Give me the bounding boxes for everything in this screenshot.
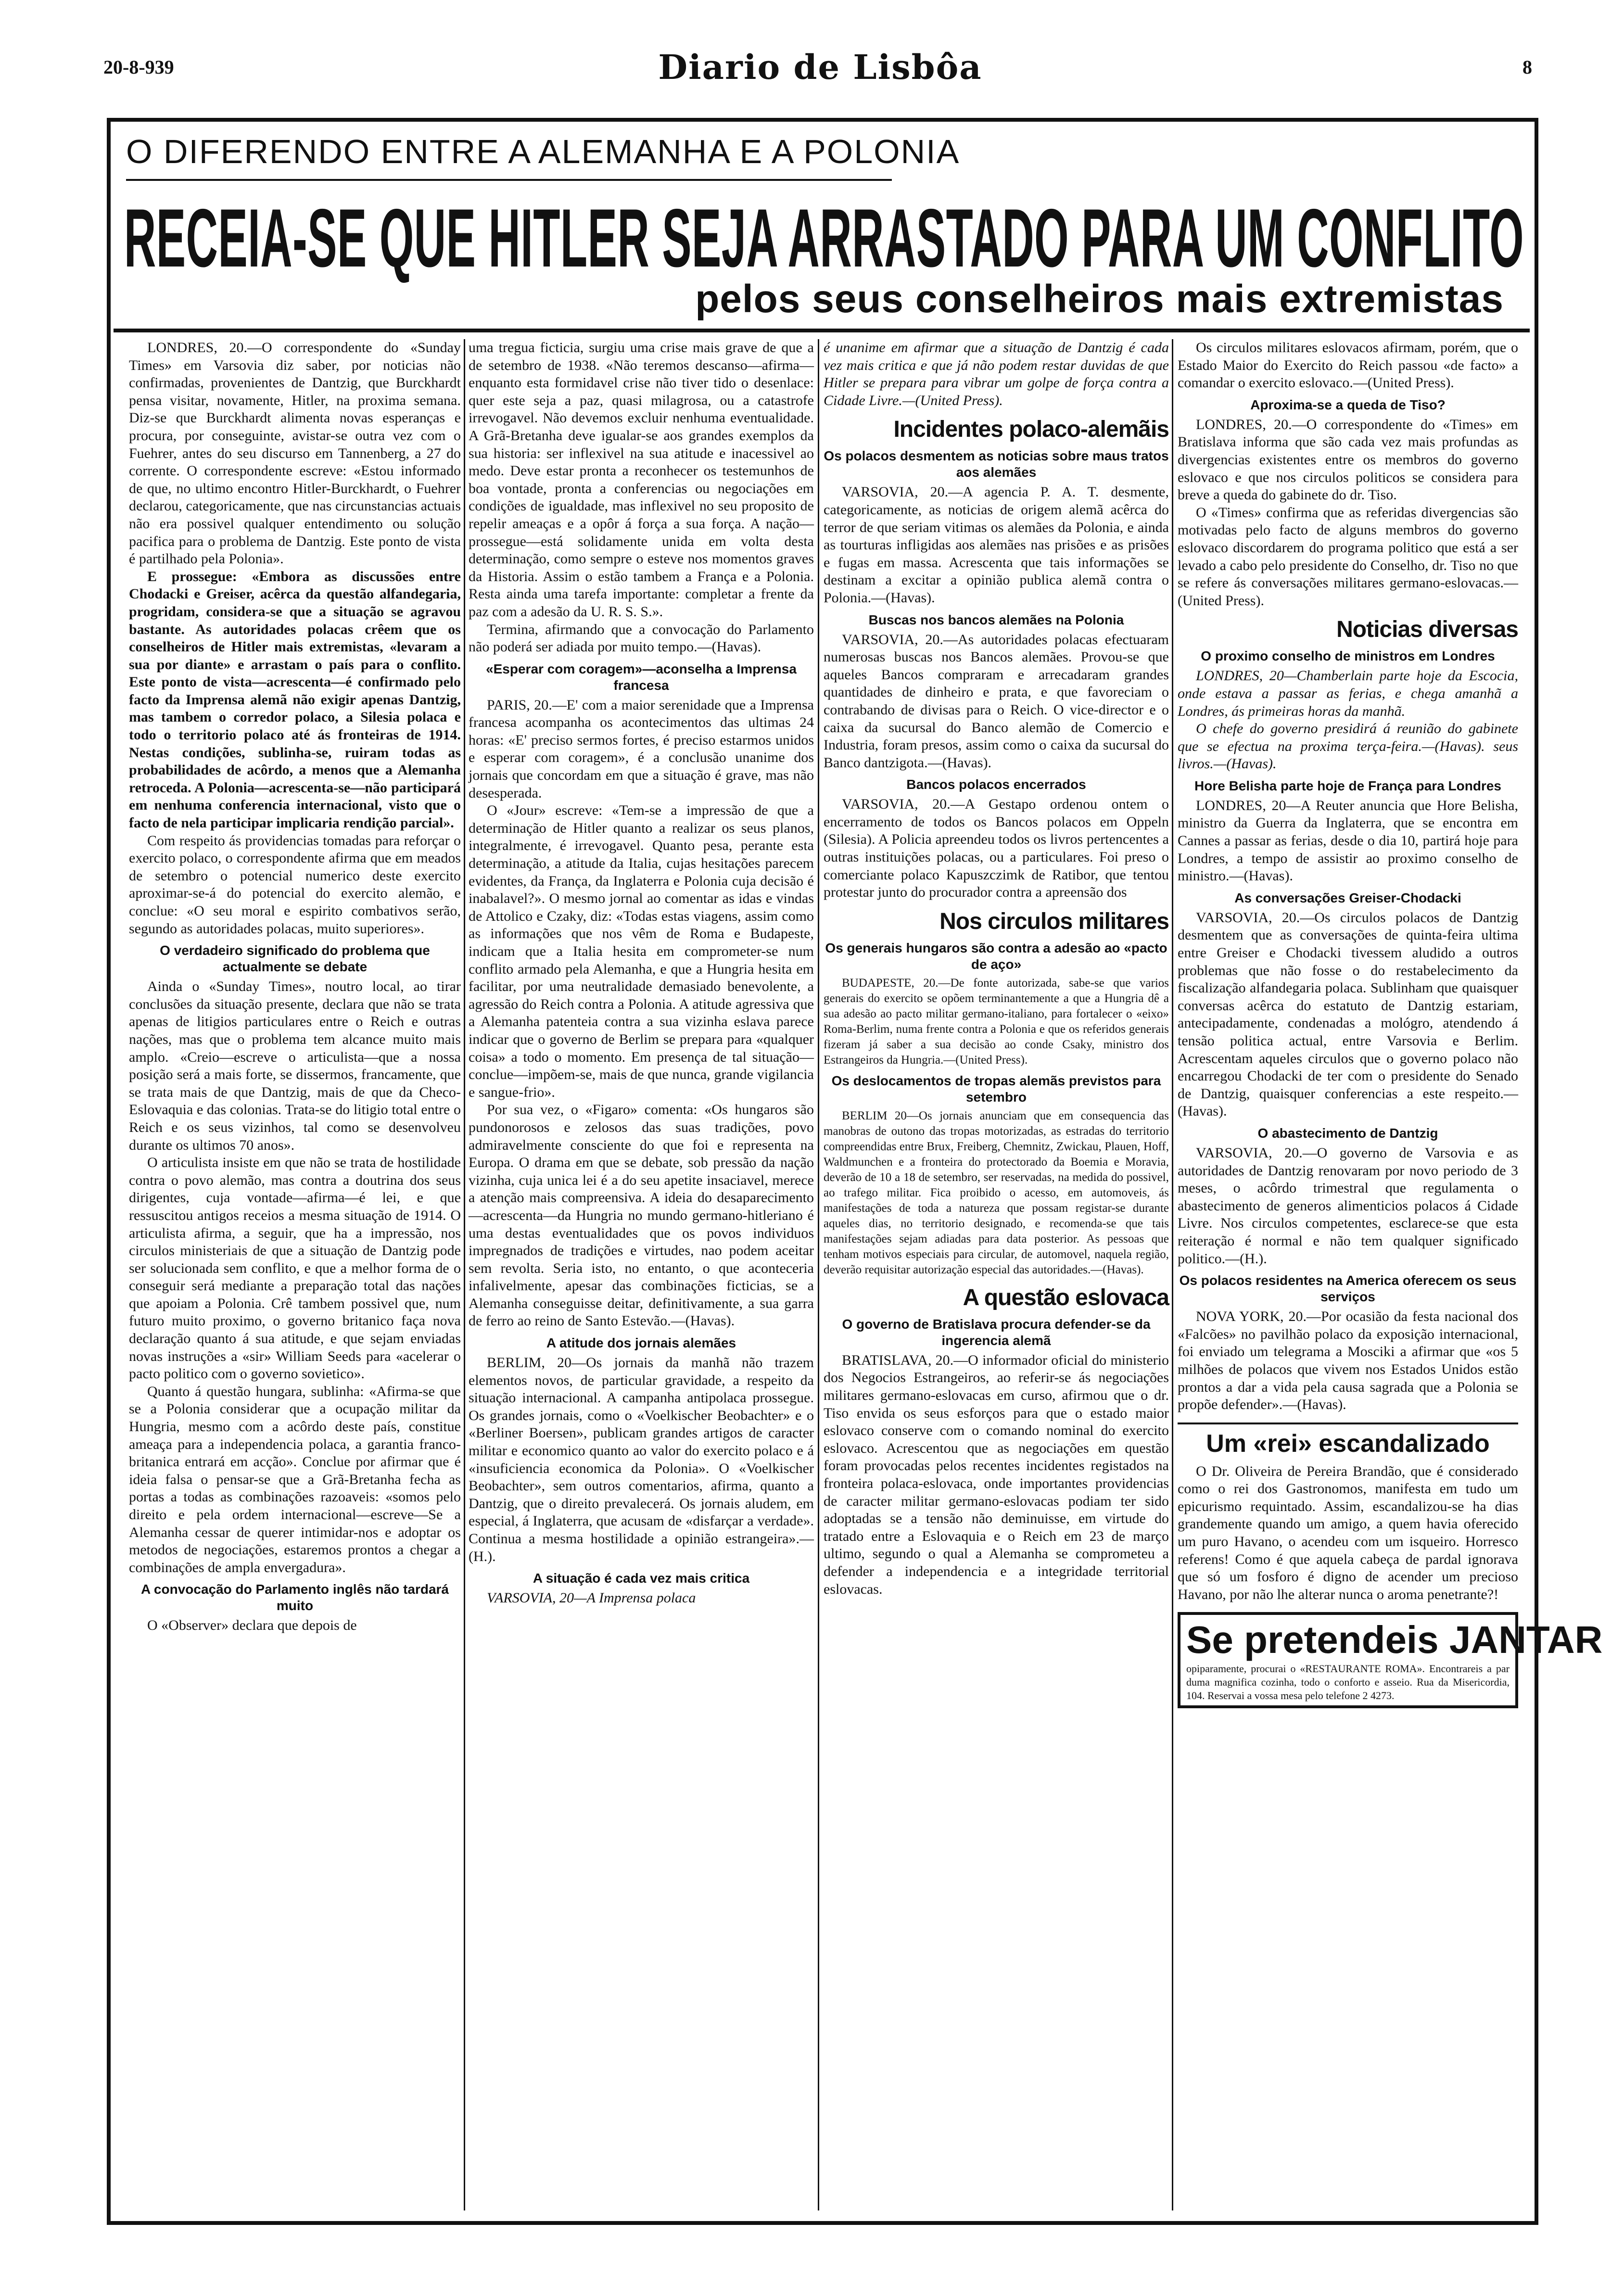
section-title: Noticias diversas — [1336, 617, 1518, 643]
paragraph: Por sua vez, o «Figaro» comenta: «Os hungaros são pundonorosos e zelosos das suas tradições, povo admiravelmente consciente do que foi e representa na Europa. O drama em que se debate, sob pressão da nação vizinha, cuja unica lei é a do seu apetite insaciavel, merece a atenção mais compreensiva. A ideia do desaparecimento—acrescenta—da Hungria no mundo germano-hitleriano é uma destas eventualidades que os povos individuos impregnados de tradições e virtudes, nao podem aceitar sem revolta. Seria isto, no entanto, o que aconteceria infalivelmente, apesar das combinações ficticias, se a Alemanha conseguisse deitar, definitivamente, a sua garra de ferro ao reino de Santo Estevão.—(Havas). — [469, 1102, 814, 1329]
section-heading: O proximo conselho de ministros em Londres — [1201, 648, 1495, 664]
section-heading: A convocação do Parlamento inglês não tardará muito — [140, 1582, 449, 1613]
kicker-underline — [126, 179, 892, 181]
section-heading: O verdadeiro significado do problema que actualmente se debate — [160, 943, 430, 975]
paragraph: uma tregua ficticia, surgiu uma crise mais grave de que a de setembro de 1938. «Não teremos descanso—afirma—enquanto esta formidavel crise não tiver tido o desenlace: quer este seja a paz, quasi milagrosa, ou a catastrofe irrevogavel. Não devemos excluir nenhuma eventualidade. A Grã-Bretanha deve igualar-se aos grandes exemplos da sua historia: ser inflexivel na sua atitude e inacessivel ao medo. Deve estar pronta a reconhecer os testemunhos de boa vontade, pronta a conferencias ou negociações em condições de igualdade, mas inflexivel no seu proposito de repelir ameaças e a opôr á força a sua força. A nação—prossegue—está solidamente unida em volta desta determinação, como sempre o esteve nos momentos graves da Historia. Assim o estão tambem a França e a Polonia. Resta ainda uma tarefa importante: completar a frente da paz com a adesão da U. R. S. S.». — [469, 340, 814, 620]
column-1 — [129, 339, 461, 2215]
paragraph: VARSOVIA, 20.—A agencia P. A. T. desmente, categoricamente, as noticias de origem alemã acêrca do terror de que seriam vitimas os alemães da Polonia, e ainda as tourturas infligidas aos alemães nas prisões e as prisões e fugas em massa. Acrescenta que tais informações se destinam a excitar a opinião publica alemã contra o Polonia.—(Havas). — [824, 484, 1169, 606]
paragraph: VARSOVIA, 20.—A Gestapo ordenou ontem o encerramento de todos os Bancos polacos em Oppeln (Silesia). A Policia apreendeu todos os livros pertencentes a outras instituições polacas, ou a particulares. Foi preso o comerciante polaco Kapuszczimk de Ratibor, que tentou protestar junto do procurador contra a apreensão dos — [824, 796, 1169, 901]
paragraph: O «Jour» escreve: «Tem-se a impressão de que a determinação de Hitler quanto a realizar os seus planos, integralmente, é irrevogavel. Quanto pesa, perante esta determinação, a atitude da Italia, cujas hesitações parecem evidentes, da França, da Inglaterra e Polonia cuja decisão é inabalavel?». O mesmo jornal ao comentar as idas e vindas de Attolico e Czaky, diz: «Todas estas viagens, assim como as informações que nos vêm de Roma e Budapeste, indicam que a Italia hesita em comprometer-se num conflito armado pela Alemanha, e que a Hungria hesita em facilitar, por uma neutralidade demasiado benevolente, a agressão do Reich contra a Polonia. A atitude agressiva que a Alemanha patenteia contra a sua vizinha eslava parece indicar que o governo de Berlim se prepara para «qualquer coisa» a todo o momento. Em presença de tal situação—conclue—impõem-se, mais de que nunca, grande vigilancia e sangue-frio». — [469, 802, 814, 1100]
restaurant-advertisement — [1178, 1612, 1603, 1708]
issue-date: 20-8-939 — [103, 56, 174, 78]
section-title: Incidentes polaco-alemãis — [893, 417, 1169, 443]
section-heading: Os polacos desmentem as noticias sobre maus tratos aos alemães — [824, 448, 1169, 480]
paragraph: O Dr. Oliveira de Pereira Brandão, que é considerado como o rei dos Gastronomos, manifesta em tudo um epicurismo requintado. Assim, escandalizou-se ha dias grandemente quando um amigo, a quem havia oferecido um puro Havano, o acendeu com um isqueiro. Horresco referens! Como é que aquela cabeça de pardal ignorava que só um fosforo é digno de acender um precioso Havano, por não lhe alterar nunca o aroma penetrante?! — [1178, 1463, 1518, 1602]
feature-title: Um «rei» escandalizado — [1178, 1422, 1518, 1459]
paragraph: Termina, afirmando que a convocação do Parlamento não poderá ser adiada por muito tempo.—(Havas). — [469, 621, 814, 655]
paragraph: PARIS, 20.—E' com a maior serenidade que a Imprensa francesa acompanha os acontecimentos das ultimas 24 horas: «E' preciso sermos fortes, é preciso estarmos unidos e esperar com coragem», é a conclusão unanime dos jornais que concordam em que a situação é grave, mas não desesperada. — [469, 697, 814, 801]
section-heading: O abastecimento de Dantzig — [1257, 1125, 1438, 1141]
section-heading: As conversações Greiser-Chodacki — [1234, 890, 1461, 905]
paragraph: VARSOVIA, 20—A Imprensa polaca — [487, 1590, 696, 1606]
newspaper-masthead: Diario de Lisbôa — [658, 47, 982, 87]
paragraph: E prossegue: «Embora as discussões entre Chodacki e Greiser, acêrca da questão alfandegaria, progridam, considera-se que a situação se agravou bastante. As autoridades polacas crêem que os conselheiros de Hitler mais extremistas, «levaram a sua por diante» e arrastam o país para o conflito. Este ponto de vista—acrescenta—é confirmado pelo facto da Imprensa alemã não exigir apenas Dantzig, mas tambem o corredor polaco, a Silesia polaca e todo o territorio polaco até ás fronteiras de 1914. Nestas condições, sublinha-se, ruiram todas as probabilidades de acôrdo, a menos que a Alemanha retroceda. A Polonia—acrescenta-se—não participará em nenhuma conferencia internacional, visto que o facto de nela participar implicaria rendição parcial». — [129, 568, 461, 831]
paragraph: BERLIM 20—Os jornais anunciam que em consequencia das manobras de outono das tropas motorizadas, as estradas do territorio compreendidas entre Brux, Freiberg, Chemnitz, Zwickau, Plauen, Hoff, Waldmunchen e a fronteira do protectorado da Boemia e Moravia, deverão de 10 a 18 de setembro, ser reservadas, na medida do possivel, ao trafego militar. Fica proibido o acesso, em automoveis, ás manifestações de toda a natureza que possam registar-se durante aqueles dias, no territorio designado, e recomenda-se que tais manifestações sejam adiadas para data posterior. As pessoas que tenham motivos especiais para circular, de automovel, naquela região, deverão requisitar autorização especial das autoridades.—(Havas). — [824, 1109, 1169, 1276]
section-heading: Buscas nos bancos alemães na Polonia — [868, 612, 1124, 627]
section-heading: Hore Belisha parte hoje de França para Londres — [1194, 778, 1501, 793]
paragraph: BERLIM, 20—Os jornais da manhã não trazem elementos novos, de particular gravidade, a respeito da situação internacional. A campanha antipolaca prossegue. Os grandes jornais, como o «Voelkischer Beobachter» e o «Berliner Boersen», publicam grandes artigos de caracter militar e economico quanto ao valor do exercito polaco e á «insuficiencia economica da Polonia». O «Voelkischer Beobachter», sem outros comentarios, afirma, quanto a Dantzig, que o direito prevalecerá. Os jornais aludem, em especial, á Inglaterra, que acusam de «disfarçar a verdade». Continua a mesma hostilidade a opinião estrangeira».—(H.). — [469, 1355, 814, 1564]
section-heading: Bancos polacos encerrados — [906, 777, 1086, 792]
ad-text: opiparamente, procurai o «RESTAURANTE ROMA». Encontrareis a par duma magnifica cozinha, todo o conforto e asseio. Rua da Misericordia, 104. Reservai a vossa mesa pelo telefone 2 4273. — [1186, 1663, 1510, 1702]
column-divider — [818, 339, 819, 2210]
page-number: 8 — [1522, 56, 1532, 78]
section-heading: A atitude dos jornais alemães — [546, 1335, 736, 1351]
paragraph: O articulista insiste em que não se trata de hostilidade contra o povo alemão, mas contra a doutrina dos seus dirigentes, cuja vontade—afirma—é lei, e que ressuscitou antigos receios a mesma situação de 1914. O articulista afirma, a seguir, que ha a impressão, nos circulos ministeriais de que a situação de Dantzig pode ser solucionada sem conflito, e que a melhor forma de o conseguir será mediante a preparação total das nações que apoiam a Polonia. Crê tambem possivel que, num futuro muito proximo, o governo britanico faça nova declaração quanto á sua atitude, e que sejam enviadas novas instruções a «sir» William Seeds para «acelerar o pacto politico com o governo sovietico». — [129, 1155, 461, 1382]
section-heading: Os polacos residentes na America oferecem os seus serviços — [1179, 1273, 1517, 1305]
section-heading: «Esperar com coragem»—aconselha a Imprensa francesa — [486, 661, 797, 693]
paragraph: é unanime em afirmar que a situação de Dantzig é cada vez mais critica e que já não podem restar duvidas de que Hitler se prepara para vibrar um golpe de força contra a Cidade Livre.—(United Press). — [824, 340, 1169, 408]
section-heading: O governo de Bratislava procura defender-se da ingerencia alemã — [842, 1316, 1151, 1348]
column-3 — [824, 339, 1169, 2215]
subheadline: pelos seus conselheiros mais extremistas — [695, 277, 1504, 321]
ad-title: Se pretendeis JANTAR — [1186, 1618, 1603, 1662]
paragraph: LONDRES, 20—A Reuter anuncia que Hore Belisha, ministro da Guerra da Inglaterra, que se encontra em Cannes a passar as ferias, desde o dia 10, partirá hoje para Londres, a tempo de assistir ao proximo conselho de ministro.—(Havas). — [1178, 797, 1518, 884]
section-heading: Os deslocamentos de tropas alemãs previstos para setembro — [831, 1073, 1161, 1105]
paragraph: LONDRES, 20—Chamberlain parte hoje da Escocia, onde estava a passar as ferias, e chega amanhã a Londres, ás primeiras horas da manhã. — [1178, 668, 1518, 719]
kicker: O DIFERENDO ENTRE A ALEMANHA E A POLONIA — [126, 133, 960, 170]
paragraph: BUDAPESTE, 20.—De fonte autorizada, sabe-se que varios generais do exercito se opõem terminantemente a que a Hungria dê a sua adesão ao pacto militar germano-italiano, para fortalecer o «eixo» Roma-Berlim, numa frente contra a Polonia e que os referidos generais fizeram já saber a sua decisão ao conde Csaky, ministro dos Estrangeiros da Hungria.—(United Press). — [824, 976, 1169, 1067]
paragraph: NOVA YORK, 20.—Por ocasião da festa nacional dos «Falcões» no pavilhão polaco da exposição internacional, foi enviado um telegrama a Mosciki a afirmar que «os 5 milhões de polacos que vivem nos Estados Unidos estão prontos a dar a vida pela causa sagrada que a Polonia se propõe defender».—(Havas). — [1178, 1308, 1518, 1413]
section-title: A questão eslovaca — [963, 1284, 1169, 1310]
paragraph: Com respeito ás providencias tomadas para reforçar o exercito polaco, o correspondente afirma que em meados de setembro o potencial numerico deste exercito aproximar-se-á do potencial do exercito alemão, e conclue: «O seu moral e espirito combativos serão, segundo as autoridades polacas, muito superiores». — [129, 832, 461, 937]
page-header — [103, 47, 1537, 87]
paragraph: Os circulos militares eslovacos afirmam, porém, que o Estado Maior do Exercito do Reich passou «de facto» a comandar o exercito eslovaco.—(United Press). — [1178, 340, 1518, 391]
paragraph: LONDRES, 20.—O correspondente do «Times» em Bratislava informa que são cada vez mais profundas as divergencias existentes entre os membros do governo eslovaco e que nos circulos politicos se considera para breve a queda do gabinete do dr. Tiso. — [1178, 416, 1518, 503]
column-2 — [469, 339, 814, 2215]
paragraph: O «Observer» declara que depois de — [147, 1617, 357, 1634]
column-4 — [1178, 339, 1603, 2215]
paragraph: BRATISLAVA, 20.—O informador oficial do ministerio dos Negocios Estrangeiros, ao referir-se ás negociações militares germano-eslovacas em curso, afirmou que o dr. Tiso envida os seus esforços para que o estado maior eslovaco conserve com o comando nominal do exercito eslovaco. Acrescentou que as negociações em questão foram provocadas pelos recentes incidentes registados na fronteira polaca-eslovaca, onde importantes providencias de caracter militar germano-eslovacas podiam ter sido adoptadas se a tensão não deminuisse, em virtude do tratado entre a Eslovaquia e o Reich em 23 de março ultimo, segundo o qual a Alemanha se comprometeu a defender a independencia e a integridade territorial eslovacas. — [824, 1352, 1169, 1597]
section-title: Nos circulos militares — [939, 908, 1169, 934]
column-divider — [1172, 339, 1173, 2210]
headline: RECEIA-SE QUE HITLER SEJA ARRASTADO PARA UM CONFLITO — [124, 192, 1524, 284]
section-heading: A situação é cada vez mais critica — [533, 1571, 750, 1586]
paragraph: O chefe do governo presidirá á reunião do gabinete que se efectua na proxima terça-feira.—(Havas). seus livros.—(Havas). — [1178, 721, 1518, 772]
paragraph: VARSOVIA, 20.—O governo de Varsovia e as autoridades de Dantzig renovaram por novo periodo de 3 meses, o acôrdo trimestral que regulamenta o abastecimento de generos alimenticios polacos á Cidade Livre. Nos circulos competentes, esclarece-se que esta reiteração é normal e não tem qualquer significado politico.—(H.). — [1178, 1144, 1518, 1267]
section-heading: Os generais hungaros são contra a adesão ao «pacto de aço» — [825, 940, 1167, 972]
paragraph: LONDRES, 20.—O correspondente do «Sunday Times» em Varsovia diz saber, por noticias não confirmadas, provenientes de Dantzig, que Burckhardt pensa visitar, novamente, Hitler, na proxima semana. Diz-se que Burckhardt alimenta novas esperanças e procura, por conseguinte, avistar-se outra vez com o Fuehrer, antes do seu discurso em Tannenberg, a 27 do corrente. O correspondente escreve: «Estou informado de que, no ultimo encontro Hitler-Burckhardt, o Fuehrer declarou, categoricamente, que nas circunstancias actuais não era possivel qualquer entendimento ou solução pacifica para o problema de Dantzig. Este ponto de vista é partilhado pela Polonia». — [129, 340, 461, 567]
paragraph: Ainda o «Sunday Times», noutro local, ao tirar conclusões da situação presente, declara que não se trata apenas de litigios particulares entre o Reich e outras nações, mas que o problema tem alcance muito mais amplo. «Creio—escreve o articulista—que a nossa posição será a mais forte, se dissermos, francamente, que se trata mais de que Dantzig, mais de que da Checo-Eslovaquia e das colonias. Trata-se do litigio total entre o Reich e os seus vizinhos, tal como se desenvolveu durante os ultimos 70 anos». — [129, 978, 461, 1153]
paragraph: Quanto á questão hungara, sublinha: «Afirma-se que se a Polonia considerar que a ocupação militar da Hungria, mesmo com a acôrdo deste país, constitue ameaça para a independencia polaca, a garantia franco-britanica entrará em acção». Conclue por afirmar que é ideia falsa o pensar-se que a Grã-Bretanha fecha as portas a todas as combinações razoaveis: «somos pelo direito e pela ordem internacional—escreve—Se a Alemanha cessar de querer intimidar-nos e adoptar os metodos de negociações, estaremos prontos a chegar a combinações de ampla envergadura». — [129, 1383, 461, 1575]
paragraph: VARSOVIA, 20.—Os circulos polacos de Dantzig desmentem que as conversações de quinta-feira ultima entre Greiser e Chodacki tivessem aludido a outros problemas que não fosse o do restabelecimento da fiscalização alfandegaria polaca. Sublinham que quaisquer conversas acêrca do estatuto de Dantzig estariam, antecipadamente, condenadas a mológro, atendendo á tensão politica actual, entre Varsovia e Berlim. Acrescentam aqueles circulos que o governo polaco não encarregou Chodacki de ter com o presidente do Senado de Dantzig, quaisquer conferencias a este respeito.—(Havas). — [1178, 909, 1518, 1119]
section-heading: Aproxima-se a queda de Tiso? — [1250, 397, 1446, 412]
headline-rule — [114, 329, 1530, 332]
paragraph: VARSOVIA, 20.—As autoridades polacas efectuaram numerosas buscas nos Bancos alemães. Provou-se que aqueles Bancos compraram e arrecadaram grandes quantidades de dinheiro e prata, e que favoreciam o contrabando de divisas para o Reich. O vice-director e o caixa da sucursal do Banco alemão de Comercio e Industria, foram presos, assim como o caixa da sucursal do Banco dantzigota.—(Havas). — [824, 631, 1169, 771]
paragraph: O «Times» confirma que as referidas divergencias são motivadas pelo facto de alguns membros do governo eslovaco discordarem do programa politico que está a ser levado a cabo pelo presidente do Conselho, dr. Tiso no que se refere ás conversações militares germano-eslovacas.—(United Press). — [1178, 504, 1518, 609]
column-divider — [464, 339, 465, 2210]
